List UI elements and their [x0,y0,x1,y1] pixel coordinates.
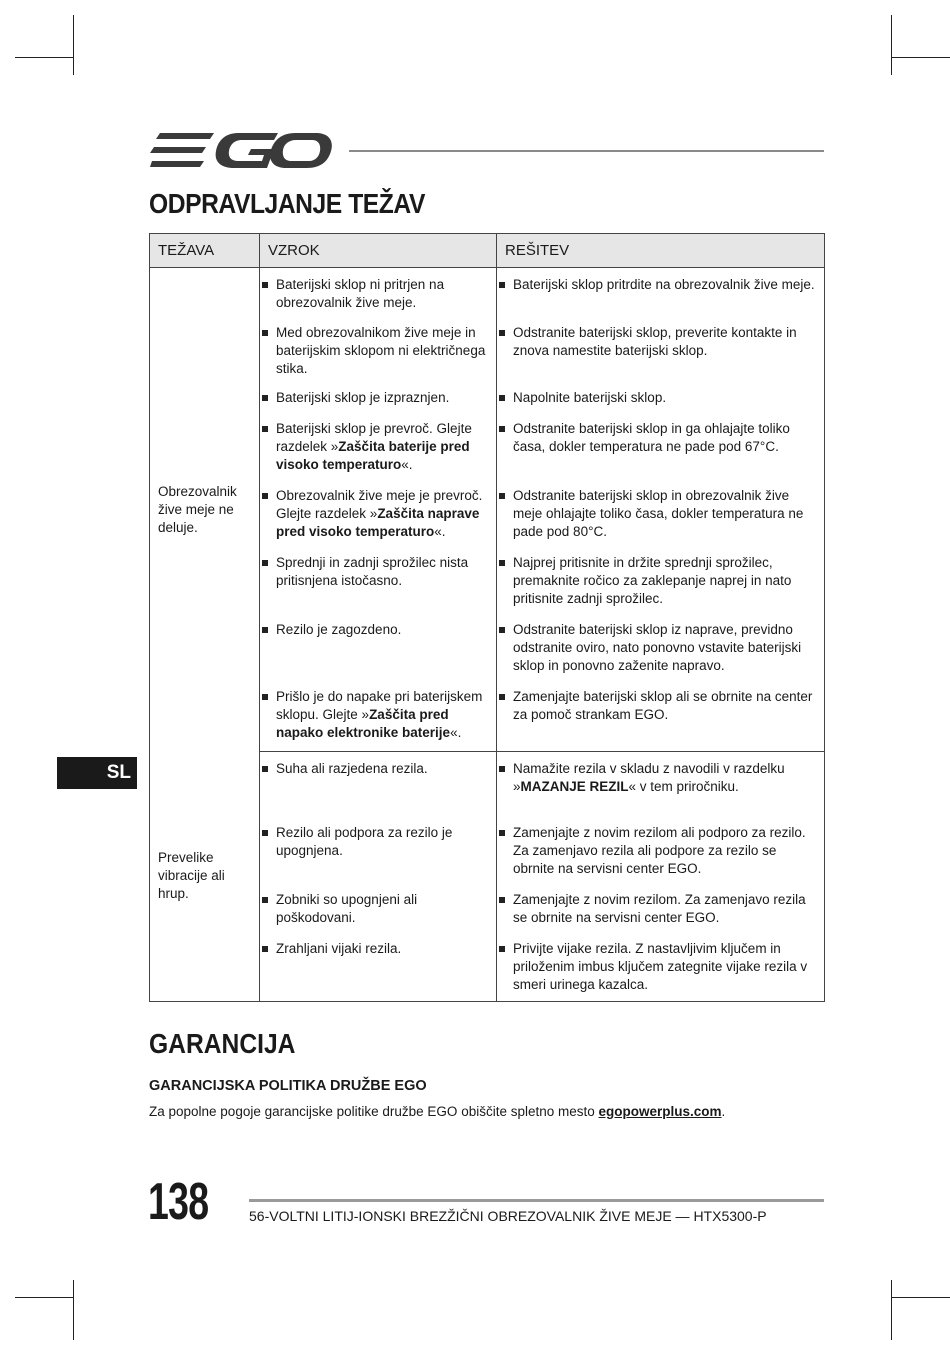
crop-mark [15,1297,73,1298]
language-tab: SL [57,757,137,789]
footer-rule [249,1199,824,1202]
page-number: 138 [148,1173,209,1231]
crop-mark [73,15,74,75]
solution-item: Odstranite baterijski sklop, preverite kontakte in znova namestite baterijski sklop. [497,324,824,360]
solution-item: Baterijski sklop pritrdite na obrezovalnik žive meje. [497,276,824,294]
solution-item: Privijte vijake rezila. Z nastavljivim ključem in priloženim imbus ključem zategnite vijake rezila v smeri urinega kazalca. [497,940,824,994]
crop-mark [891,1297,950,1298]
cause-item: Baterijski sklop je izpraznjen. [260,389,496,407]
table-header-row [150,234,825,268]
crop-mark [15,57,73,58]
solution-item: Odstranite baterijski sklop in ga ohlajajte toliko časa, dokler temperatura ne pade pod 67°C. [497,420,824,456]
crop-mark [73,1280,74,1340]
cause-item: Zobniki so upognjeni ali poškodovani. [260,891,496,927]
cause-item: Med obrezovalnikom žive meje in baterijskim sklopom ni električnega stika. [260,324,496,378]
solution-item: Najprej pritisnite in držite sprednji sprožilec, premaknite ročico za zaklepanje naprej in nato pritisnite zadnji sprožilec. [497,554,824,608]
cause-item: Sprednji in zadnji sprožilec nista pritisnjena istočasno. [260,554,496,590]
problem-cell: Prevelike vibracije ali hrup. [150,752,260,1002]
warranty-title: GARANCIJA [149,1028,296,1059]
column-header-solution: REŠITEV [497,234,825,268]
column-header-cause: VZROK [260,234,497,268]
header-rule [349,150,824,152]
problem-cell: Obrezovalnik žive meje ne deluje. [150,268,260,752]
cause-item: Baterijski sklop je prevroč. Glejte razdelek »Zaščita baterije pred visoko temperaturo«. [260,420,496,474]
table-row [150,752,825,818]
website-link[interactable]: egopowerplus.com [598,1104,722,1119]
solution-item: Zamenjajte z novim rezilom. Za zamenjavo rezila se obrnite na servisni center EGO. [497,891,824,927]
cause-item: Rezilo ali podpora za rezilo je upognjena. [260,824,496,860]
cause-item: Prišlo je do napake pri baterijskem sklopu. Glejte »Zaščita pred napako elektronike baterije«. [260,688,496,742]
table-row [150,268,825,317]
crop-mark [891,57,950,58]
warranty-subtitle: GARANCIJSKA POLITIKA DRUŽBE EGO [149,1078,427,1094]
cause-item: Obrezovalnik žive meje je prevroč. Glejte razdelek »Zaščita naprave pred visoko temperaturo«. [260,487,496,541]
warranty-text: Za popolne pogoje garancijske politike družbe EGO obiščite spletno mesto egopowerplus.com. [149,1104,726,1119]
solution-item: Zamenjajte z novim rezilom ali podporo za rezilo. Za zamenjavo rezila ali podpore za rezilo se obrnite na servisni center EGO. [497,824,824,878]
solution-item: Zamenjajte baterijski sklop ali se obrnite na center za pomoč strankam EGO. [497,688,824,724]
troubleshooting-table [149,233,825,1002]
crop-mark [891,15,892,75]
footer-product-title: 56-VOLTNI LITIJ-IONSKI BREZŽIČNI OBREZOVALNIK ŽIVE MEJE — HTX5300-P [249,1208,767,1224]
crop-mark [891,1280,892,1340]
column-header-problem: TEŽAVA [150,234,260,268]
cause-item: Zrahljani vijaki rezila. [260,940,496,958]
solution-item: Namažite rezila v skladu z navodili v razdelku »MAZANJE REZIL« v tem priročniku. [497,760,824,796]
page-title: ODPRAVLJANJE TEŽAV [149,188,425,219]
cause-item: Rezilo je zagozdeno. [260,621,496,639]
solution-item: Odstranite baterijski sklop iz naprave, previdno odstranite oviro, nato ponovno vstavite baterijski sklop in ponovno zaženite napravo. [497,621,824,675]
cause-item: Suha ali razjedena rezila. [260,760,496,778]
solution-item: Napolnite baterijski sklop. [497,389,824,407]
cause-item: Baterijski sklop ni pritrjen na obrezovalnik žive meje. [260,276,496,312]
ego-logo [150,131,332,171]
solution-item: Odstranite baterijski sklop in obrezovalnik žive meje ohlajajte toliko časa, dokler temperatura ne pade pod 80°C. [497,487,824,541]
